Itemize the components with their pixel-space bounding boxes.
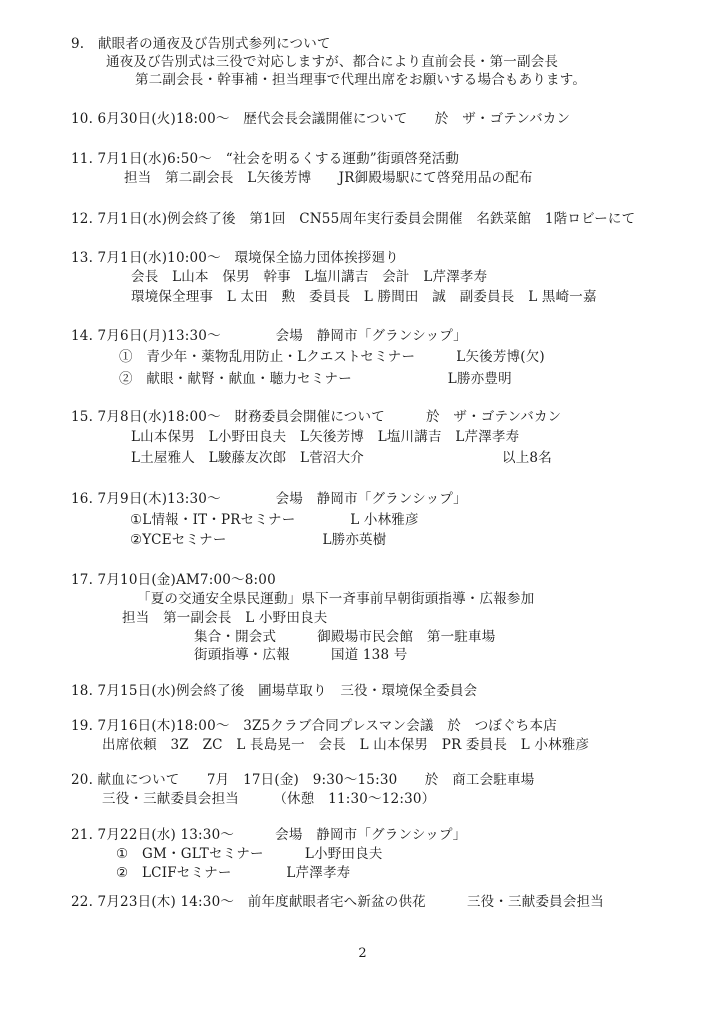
item-15-heading: 15. 7月8日(水)18:00～ 財務委員会開催について 於 ザ・ゴテンバカン xyxy=(71,409,562,425)
item-16-line-3: ②YCEセミナー L勝亦英樹 xyxy=(130,532,387,548)
item-10-heading: 10. 6月30日(火)18:00～ 歴代会長会議開催について 於 ザ・ゴテンバカン xyxy=(71,111,571,127)
item-17-heading: 17. 7月10日(金)AM7:00～8:00 xyxy=(71,572,276,588)
item-16-line-2: ①L情報・IT・PRセミナー L 小林雅彦 xyxy=(130,512,419,528)
item-14-line-3: ② 献眼・献腎・献血・聴力セミナー L勝亦豊明 xyxy=(119,371,512,387)
item-16-heading: 16. 7月9日(木)13:30～ 会場 静岡市「グランシップ」 xyxy=(71,491,467,507)
item-9-line-3: 第二副会長・幹事補・担当理事で代理出席をお願いする場合もあります。 xyxy=(135,72,587,88)
item-21-line-2: ① GM・GLTセミナー L小野田良夫 xyxy=(116,846,383,862)
item-11-heading: 11. 7月1日(水)6:50～ “社会を明るくする運動”街頭啓発活動 xyxy=(71,151,460,167)
item-13-heading: 13. 7月1日(水)10:00～ 環境保全協力団体挨拶廻り xyxy=(71,250,399,266)
item-14-heading: 14. 7月6日(月)13:30～ 会場 静岡市「グランシップ」 xyxy=(71,328,467,344)
item-13-line-3: 環境保全理事 L 太田 勲 委員長 L 勝間田 誠 副委員長 L 黒崎一嘉 xyxy=(131,289,597,305)
item-17-line-2: 「夏の交通安全県民運動」県下一斉事前早朝街頭指導・広報参加 xyxy=(137,591,535,607)
item-18-heading: 18. 7月15日(水)例会終了後 圃場草取り 三役・環境保全委員会 xyxy=(71,683,478,699)
item-14-line-2: ① 青少年・薬物乱用防止・Lクエストセミナー L矢後芳博(欠) xyxy=(119,349,545,365)
item-19-heading: 19. 7月16日(木)18:00～ 3Z5クラブ合同プレスマン会議 於 つぼぐち本店 xyxy=(71,718,557,734)
item-17-line-4: 集合・開会式 御殿場市民会館 第一駐車場 xyxy=(194,629,496,645)
item-20-line-2: 三役・三献委員会担当 （休憩 11:30～12:30） xyxy=(102,791,436,807)
page-number: 2 xyxy=(358,946,367,961)
item-13-line-2: 会長 L山本 保男 幹事 L塩川講吉 会計 L芹澤孝寿 xyxy=(131,269,488,285)
item-15-total: 以上8名 xyxy=(502,450,552,466)
item-20-heading: 20. 献血について 7月 17日(金) 9:30～15:30 於 商工会駐車場 xyxy=(71,772,535,788)
item-19-line-2: 出席依頼 3Z ZC L 長島晃一 会長 L 山本保男 PR 委員長 L 小林雅彦 xyxy=(102,737,590,753)
item-17-line-3: 担当 第一副会長 L 小野田良夫 xyxy=(122,610,328,626)
item-11-line-2: 担当 第二副会長 L矢後芳博 JR御殿場駅にて啓発用品の配布 xyxy=(124,170,533,186)
item-9-heading: 9. 献眼者の通夜及び告別式参列について xyxy=(71,36,331,52)
item-22-heading: 22. 7月23日(木) 14:30～ 前年度献眼者宅へ新盆の供花 三役・三献委員会担当 xyxy=(71,894,604,910)
item-21-heading: 21. 7月22日(水) 13:30～ 会場 静岡市「グランシップ」 xyxy=(71,827,467,843)
item-9-line-2: 通夜及び告別式は三役で対応しますが、都合により直前会長・第一副会長 xyxy=(106,54,559,70)
item-15-line-3: L土屋雅人 L駿藤友次郎 L菅沼大介 xyxy=(131,450,364,466)
item-21-line-3: ② LCIFセミナー L芹澤孝寿 xyxy=(116,865,351,881)
item-12-heading: 12. 7月1日(水)例会終了後 第1回 CN55周年実行委員会開催 名鉄菜館 1階ロビーにて xyxy=(71,211,636,227)
item-15-line-2: L山本保男 L小野田良夫 L矢後芳博 L塩川講吉 L芹澤孝寿 xyxy=(131,429,520,445)
item-17-line-5: 街頭指導・広報 国道 138 号 xyxy=(194,647,408,663)
